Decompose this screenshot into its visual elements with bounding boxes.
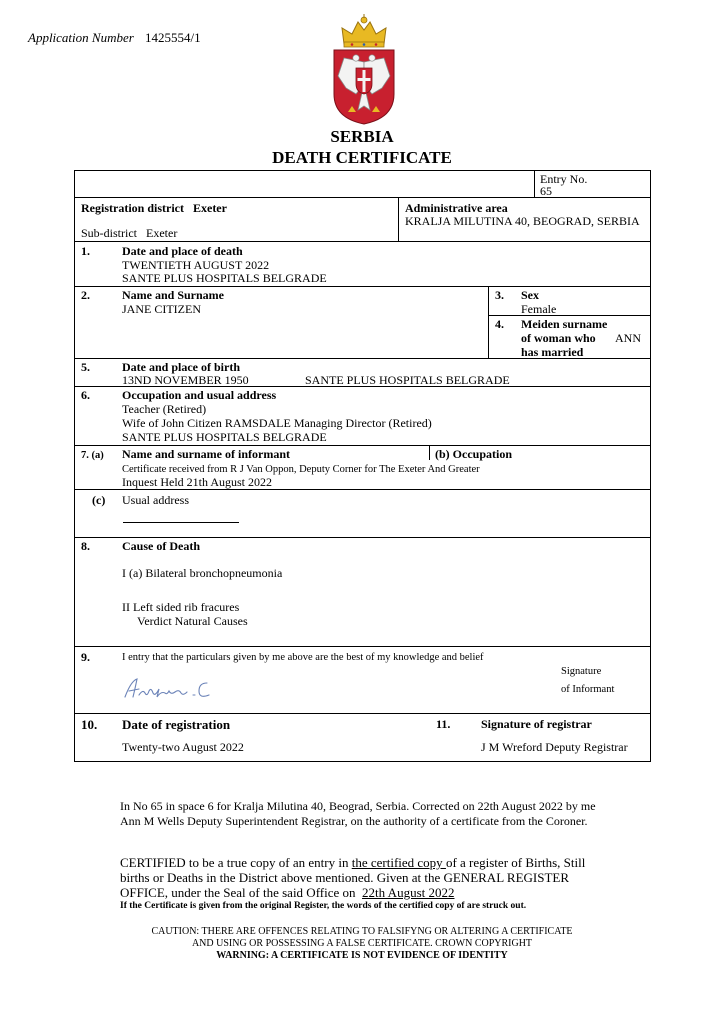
- row8-number: 8.: [81, 539, 90, 553]
- sex-value: Female: [521, 302, 557, 316]
- row3-number: 3.: [495, 288, 504, 302]
- cause-line1: I (a) Bilateral bronchopneumonia: [122, 566, 283, 580]
- row3-label: Sex: [521, 288, 539, 302]
- row4-label-line2: of woman who: [521, 331, 596, 345]
- birth-date: 13ND NOVEMBER 1950: [122, 373, 249, 387]
- row1-number: 1.: [81, 244, 90, 258]
- country-title: SERBIA: [330, 127, 394, 146]
- warning-line: WARNING: A CERTIFICATE IS NOT EVIDENCE OF IDENTITY: [216, 950, 508, 961]
- registration-date: Twenty-two August 2022: [122, 740, 244, 754]
- row10-label: Date of registration: [122, 717, 231, 732]
- document-title: DEATH CERTIFICATE: [272, 148, 452, 167]
- footnote: If the Certificate is given from the original Register, the words of the certified copy of are struck out.: [120, 901, 527, 911]
- row2-label: Name and Surname: [122, 288, 225, 302]
- occupation-line1: Teacher (Retired): [122, 402, 207, 416]
- death-place: SANTE PLUS HOSPITALS BELGRADE: [122, 271, 327, 285]
- row4-label-line3: has married: [521, 345, 584, 359]
- row10-number: 10.: [81, 717, 98, 732]
- occupation-line2: Wife of John Citizen RAMSDALE Managing Director (Retired): [122, 416, 432, 430]
- certification-date: 22th August 2022: [362, 885, 455, 900]
- row9-number: 9.: [81, 650, 90, 664]
- row2-number: 2.: [81, 288, 90, 302]
- row7-number: 7. (a): [81, 450, 104, 461]
- signature-label-line2: of Informant: [561, 684, 615, 695]
- registration-district-value: Exeter: [192, 201, 227, 215]
- certification-text: [120, 855, 600, 900]
- row4-label-line1: Meiden surname: [521, 317, 608, 331]
- row6-label: Occupation and usual address: [122, 388, 277, 402]
- serbian-coat-of-arms-icon: [330, 14, 398, 126]
- certification-part1: CERTIFIED to be a true copy of an entry in: [120, 855, 352, 870]
- certificate-table: [74, 170, 651, 762]
- death-date: TWENTIETH AUGUST 2022: [122, 258, 270, 272]
- row7c-label: Usual address: [122, 493, 189, 507]
- registrar-signature: J M Wreford Deputy Registrar: [481, 740, 628, 754]
- informant-line1: Certificate received from R J Van Oppon, Deputy Corner for The Exeter And Greater: [122, 464, 480, 475]
- row8-label: Cause of Death: [122, 539, 200, 553]
- row5-number: 5.: [81, 360, 90, 374]
- deceased-name: JANE CITIZEN: [122, 302, 201, 316]
- row7c-number: (c): [92, 493, 106, 507]
- sub-district-value: Exeter: [146, 226, 178, 240]
- row11-number: 11.: [436, 717, 451, 731]
- administrative-area-label: Administrative area: [405, 201, 508, 215]
- row11-label: Signature of registrar: [481, 717, 592, 731]
- sub-district-label: Sub-district: [81, 226, 137, 240]
- row7-occupation-label: (b) Occupation: [435, 447, 513, 461]
- registration-district-label: Registration district: [81, 201, 184, 215]
- row6-number: 6.: [81, 388, 90, 402]
- occupation-line3: SANTE PLUS HOSPITALS BELGRADE: [122, 430, 327, 444]
- row4-number: 4.: [495, 317, 504, 331]
- correction-note: In No 65 in space 6 for Kralja Milutina 40, Beograd, Serbia. Corrected on 22th August 2022 by me Ann M Wells Deputy Superintendent Registrar, on the authority of a certificate from the Coroner.: [120, 799, 596, 828]
- entry-value: 65: [540, 184, 552, 198]
- registration-district: [81, 202, 227, 216]
- cause-line2: II Left sided rib fracures: [122, 600, 240, 614]
- application-number: [28, 30, 201, 46]
- caution-line1: CAUTION: THERE ARE OFFENCES RELATING TO FALSIFYNG OR ALTERING A CERTIFICATE: [151, 926, 573, 937]
- informant-line2: Inquest Held 21th August 2022: [122, 475, 272, 489]
- row7-label: Name and surname of informant: [122, 447, 290, 461]
- birth-place: SANTE PLUS HOSPITALS BELGRADE: [305, 373, 510, 387]
- usual-address-blank: [123, 522, 239, 523]
- entry-label: Entry No.: [540, 172, 588, 186]
- signature-label-line1: Signature: [561, 666, 602, 677]
- maiden-surname-value: ANN: [615, 331, 641, 345]
- application-number-value: 1425554/1: [145, 30, 201, 45]
- caution-line2: AND USING OR POSSESSING A FALSE CERTIFICATE. CROWN COPYRIGHT: [191, 938, 533, 949]
- row1-label: Date and place of death: [122, 244, 243, 258]
- informant-signature: [123, 675, 233, 703]
- administrative-area-value: KRALJA MILUTINA 40, BEOGRAD, SERBIA: [405, 214, 640, 228]
- declaration-text: I entry that the particulars given by me above are the best of my knowledge and belief: [122, 652, 484, 663]
- certification-part2: of a register of Births, Still births or Deaths in the District above mentioned. Given at the GENERAL REGISTER OFFICE, under the Seal of the said Office on: [120, 855, 586, 900]
- cause-line3: Verdict Natural Causes: [137, 614, 248, 628]
- certification-underlined: the certified copy: [351, 855, 446, 870]
- application-number-label: Application Number: [28, 30, 134, 45]
- row5-label: Date and place of birth: [122, 360, 240, 374]
- sub-district: [81, 227, 177, 241]
